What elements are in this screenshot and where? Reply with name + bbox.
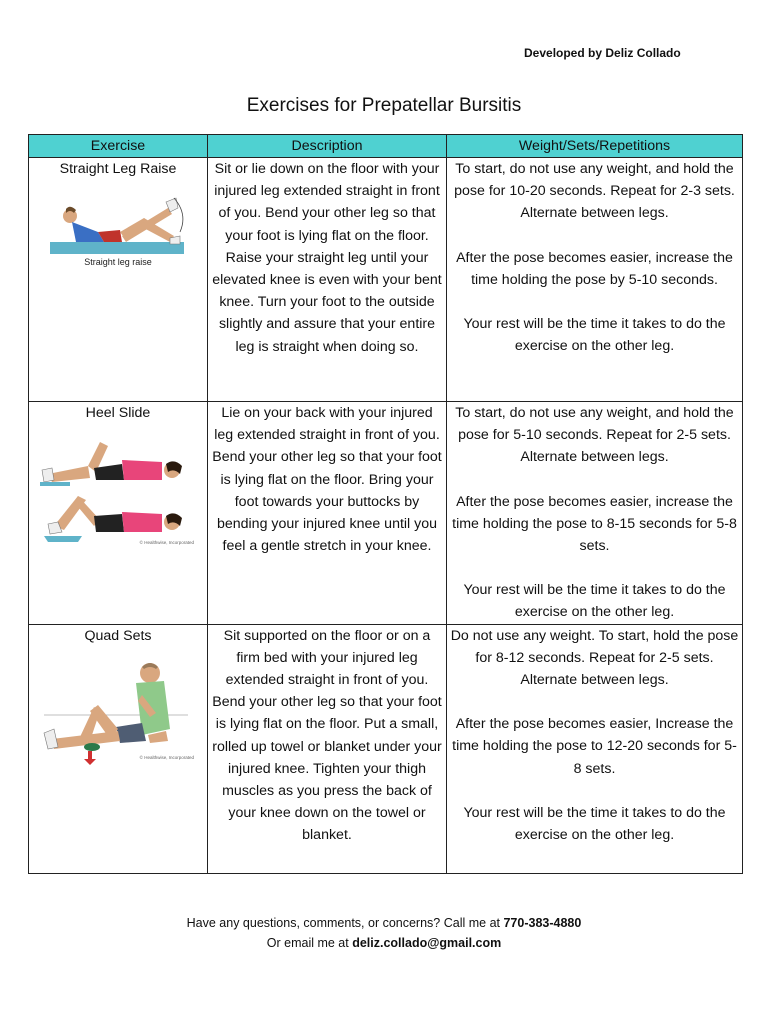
table-row	[29, 158, 743, 402]
progression-text: After the pose becomes easier, Increase the time holding the pose to 12-20 seconds for 5-8 sets.	[452, 716, 737, 777]
exercise-name: Straight Leg Raise	[59, 161, 177, 177]
exercise-table	[28, 134, 743, 874]
phone-number[interactable]: 770-383-4880	[503, 916, 582, 930]
straight-leg-raise-illustration	[48, 192, 188, 272]
exercise-name: Heel Slide	[85, 405, 151, 421]
sets-cell	[447, 402, 743, 625]
table-header-row	[29, 135, 743, 158]
contact-prompt: Have any questions, comments, or concerns? Call me at	[186, 916, 504, 930]
sets-text: To start, do not use any weight, and hold the pose for 5-10 seconds. Repeat for 2-5 sets. Alternate between legs.	[455, 405, 734, 466]
quad-sets-illustration	[38, 659, 198, 771]
developed-by-credit: Developed by Deliz Collado	[524, 46, 681, 60]
contact-line-phone	[0, 913, 768, 933]
sets-text: Do not use any weight. To start, hold the pose for 8-12 seconds. Repeat for 2-5 sets. Alternate between legs.	[450, 627, 739, 689]
email-prompt: Or email me at	[266, 936, 353, 950]
heel-slide-illustration	[38, 436, 198, 548]
table-row	[29, 402, 743, 625]
illustration-caption: © Healthwise, Incorporated	[139, 754, 194, 760]
rest-text: Your rest will be the time it takes to do the exercise on the other leg.	[463, 316, 726, 355]
table-row	[29, 624, 743, 873]
sets-cell	[447, 624, 743, 873]
rest-text: Your rest will be the time it takes to do the exercise on the other leg.	[463, 804, 726, 844]
contact-line-email	[0, 933, 768, 953]
illustration-caption: © Healthwise, Incorporated	[139, 540, 194, 546]
email-address[interactable]: deliz.collado@gmail.com	[352, 936, 502, 950]
exercise-cell	[29, 402, 208, 625]
description-cell: Sit supported on the floor or on a firm bed with your injured leg extended straight in front of you. Bend your other leg so that your foot is lying flat on the floor. Put a small, rolled up towel or blanket under your injured knee. Tighten your thigh muscles as you press the back of your knee down on the towel or blanket.	[208, 624, 447, 873]
exercise-name: Quad Sets	[84, 627, 152, 644]
rest-text: Your rest will be the time it takes to do the exercise on the other leg.	[463, 582, 726, 621]
exercise-cell	[29, 158, 208, 402]
exercise-cell	[29, 624, 208, 873]
progression-text: After the pose becomes easier, increase the time holding the pose to 8-15 seconds for 5-8 sets.	[452, 493, 737, 555]
page-title: Exercises for Prepatellar Bursitis	[246, 95, 522, 116]
illustration-caption: Straight leg raise	[84, 257, 152, 268]
column-header-exercise: Exercise	[29, 135, 208, 158]
sets-cell	[447, 158, 743, 402]
column-header-description: Description	[208, 135, 447, 158]
progression-text: After the pose becomes easier, increase the time holding the pose by 5-10 seconds.	[456, 249, 733, 288]
description-cell: Lie on your back with your injured leg extended straight in front of you. Bend your other leg so that your foot is lying flat on the floor. Bring your foot towards your buttocks by bending your injured knee until you feel a gentle stretch in your knee.	[208, 402, 447, 625]
contact-footer	[0, 913, 768, 953]
column-header-sets: Weight/Sets/Repetitions	[447, 135, 743, 158]
sets-text: To start, do not use any weight, and hold the pose for 10-20 seconds. Repeat for 2-3 sets. Alternate between legs.	[454, 161, 735, 222]
description-cell: Sit or lie down on the floor with your injured leg extended straight in front of you. Bend your other leg so that your foot is lying flat on the floor. Raise your straight leg until your elevated knee is even with your bent knee. Turn your foot to the outside slightly and assure that your entire leg is straight when doing so.	[208, 158, 447, 402]
